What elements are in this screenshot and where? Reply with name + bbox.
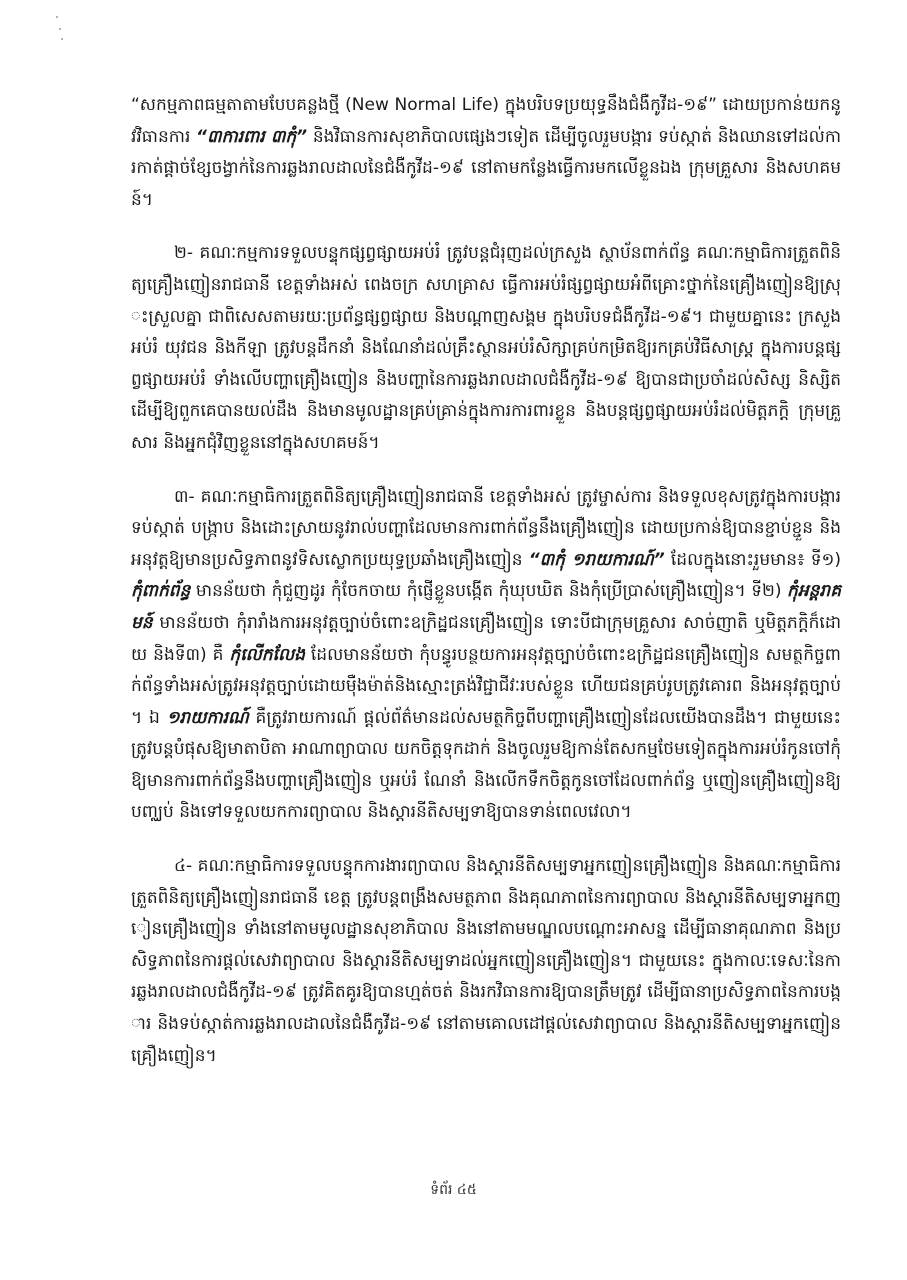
emphasis-text: ១រាយការណ៍ — [166, 707, 249, 728]
page-number: ទំព័រ ៤៥ — [430, 1182, 477, 1198]
paragraph-text: មានន័យថា កុំជួញដូរ កុំចែកចាយ កុំផ្ញើខ្លួនបង្កើត កុំឃុបឃិត និងកុំប្រើប្រាស់គ្រឿងញៀន។ ទី២) — [190, 581, 788, 602]
paragraph-text: “សកម្មភាពធម្មតាតាមបែបគន្លងថ្មី (New Normal Life) ក្នុងបរិបទប្រយុទ្ធនឹងជំងឺកូវីដ-១៩” ដោយប្រកាន់យកនូវវិធានការ — [131, 95, 841, 147]
paragraph — [131, 90, 841, 216]
paragraph-text: ២- គណៈកម្មការទទួលបន្ទុកផ្សព្វផ្សាយអប់រំ ត្រូវបន្តជំរុញដល់ក្រសួង ស្ថាប័នពាក់ព័ន្ធ គណៈកម្មាធិការត្រួតពិនិត្យគ្រឿងញៀនរាជធានី ខេត្តទាំងអស់ ពេងចក្រ សហគ្រាស ធ្វើការអប់រំផ្សព្វផ្សាយអំពីគ្រោះថ្នាក់នៃគ្រឿងញៀនឱ្យស្រុះស្រួលគ្នា ជាពិសេសតាមរយៈប្រព័ន្ធផ្សព្វផ្សាយ និងបណ្ដាញសង្គម ក្នុងបរិបទជំងឺកូវីដ-១៩។ ជាមួយគ្នានេះ ក្រសួងអប់រំ យុវជន និងកីឡា ត្រូវបន្តដឹកនាំ និងណែនាំដល់គ្រឹះស្ថានអប់រំសិក្សាគ្រប់កម្រិតឱ្យរកគ្រប់វិធីសាស្ត្រ ក្នុងការបន្តផ្សព្វផ្សាយអប់រំ ទាំងលើបញ្ហាគ្រឿងញៀន និងបញ្ហានៃការឆ្លងរាលដាលជំងឺកូវីដ-១៩ ឱ្យបានជាប្រចាំដល់សិស្ស និស្សិត ដើម្បីឱ្យពួកគេបានយល់ដឹង និងមានមូលដ្ឋានគ្រប់គ្រាន់ក្នុងការការពារខ្លួន និងបន្តផ្សព្វផ្សាយអប់រំដល់មិត្តភក្តិ ក្រុមគ្រួសារ និងអ្នកជុំវិញខ្លួននៅក្នុងសហគមន៍។ — [131, 243, 841, 453]
paragraph-text: គឺត្រូវរាយការណ៍ ផ្ដល់ព័ត៌មានដល់សមត្ថកិច្ចពីបញ្ហាគ្រឿងញៀនដែលយើងបានដឹង។ ជាមួយនេះ ត្រូវបន្តបំផុសឱ្យមាតាបិតា អាណាព្យាបាល យកចិត្តទុកដាក់ និងចូលរួមឱ្យកាន់តែសកម្មថែមទៀតក្នុងការអប់រំកូនចៅកុំឱ្យមានការពាក់ព័ន្ធនឹងបញ្ហាគ្រឿងញៀន ឬអប់រំ ណែនាំ និងលើកទឹកចិត្តកូនចៅដែលពាក់ព័ន្ធ ឬញៀនគ្រឿងញៀនឱ្យបញ្ឈប់ និងទៅទទួលយកការព្យាបាល និងស្ដារនីតិសម្បទាឱ្យបានទាន់ពេលវេលា។ — [131, 707, 842, 823]
paragraph — [131, 482, 841, 830]
paragraph-text: មានន័យថា កុំរារាំងការអនុវត្តច្បាប់ចំពោះឧក្រិដ្ឋជនគ្រឿងញៀន ទោះបីជាក្រុមគ្រួសារ សាច់ញាតិ ឬមិត្តភក្តិក៏ដោយ និងទី៣) គឺ — [131, 612, 841, 665]
emphasis-text: កុំអន្តរាគមន៍ — [131, 581, 841, 633]
paragraph — [131, 238, 841, 459]
emphasis-text: កុំលើកលែង — [229, 644, 305, 665]
document-body — [131, 90, 841, 1094]
scan-speck — [56, 16, 58, 18]
scan-specks — [52, 14, 64, 44]
paragraph-text: ៣- គណៈកម្មាធិការត្រួតពិនិត្យគ្រឿងញៀនរាជធានី ខេត្តទាំងអស់ ត្រូវម្ចាស់ការ និងទទួលខុសត្រូវក្នុងការបង្ការ ទប់ស្កាត់ បង្ក្រាប និងដោះស្រាយនូវរាល់បញ្ហាដែលមានការពាក់ព័ន្ធនឹងគ្រឿងញៀន ដោយប្រកាន់ឱ្យបានខ្ជាប់ខ្ជួន និងអនុវត្តឱ្យមានប្រសិទ្ធភាពនូវទិសស្លោកប្រយុទ្ធប្រឆាំងគ្រឿងញៀន — [131, 486, 841, 570]
scan-speck — [61, 38, 63, 40]
paragraph-text: ៤- គណៈកម្មាធិការទទួលបន្ទុកការងារព្យាបាល និងស្ដារនីតិសម្បទាអ្នកញៀនគ្រឿងញៀន និងគណៈកម្មាធិការត្រួតពិនិត្យគ្រឿងញៀនរាជធានី ខេត្ត ត្រូវបន្តពង្រឹងសមត្ថភាព និងគុណភាពនៃការព្យាបាល និងស្ដារនីតិសម្បទាអ្នកញៀនគ្រឿងញៀន ទាំងនៅតាមមូលដ្ឋានសុខាភិបាល និងនៅតាមមណ្ឌលបណ្ដោះអាសន្ន ដើម្បីធានាគុណភាព និងប្រសិទ្ធភាពនៃការផ្ដល់សេវាព្យាបាល និងស្ដារនីតិសម្បទាដល់អ្នកញៀនគ្រឿងញៀន។ ជាមួយនេះ ក្នុងកាលៈទេសៈនៃការឆ្លងរាលដាលជំងឺកូវីដ-១៩ ត្រូវគិតគូរឱ្យបានហ្មត់ចត់ និងរកវិធានការឱ្យបានត្រឹមត្រូវ ដើម្បីធានាប្រសិទ្ធភាពនៃការបង្ការ និងទប់ស្កាត់ការឆ្លងរាលដាលនៃជំងឺកូវីដ-១៩ នៅតាមគោលដៅផ្ដល់សេវាព្យាបាល និងស្ដារនីតិសម្បទាអ្នកញៀនគ្រឿងញៀន។ — [131, 856, 841, 1066]
paragraph — [131, 851, 841, 1072]
paragraph-text: ដែលក្នុងនោះរួមមាន៖ ទី១) — [664, 549, 841, 570]
emphasis-text: “៣ការពារ ៣កុំ” — [196, 126, 308, 147]
paragraph-text: ដែលមានន័យថា កុំបន្ធូរបន្ថយការអនុវត្តច្បាប់ចំពោះឧក្រិដ្ឋជនគ្រឿងញៀន សមត្ថកិច្ចពាក់ព័ន្ធទាំងអស់ត្រូវអនុវត្តច្បាប់ដោយម៉ឺងម៉ាត់និងស្មោះត្រង់វិជ្ជាជីវៈរបស់ខ្លួន ហើយជនគ្រប់រូបត្រូវគោរព និងអនុវត្តច្បាប់។ ឯ — [131, 644, 841, 728]
emphasis-text: “៣កុំ ១រាយការណ៍” — [528, 549, 665, 570]
paragraph-text: និងវិធានការសុខាភិបាលផ្សេងៗទៀត ដើម្បីចូលរួមបង្ការ ទប់ស្កាត់ និងឈានទៅដល់ការកាត់ផ្ដាច់ខ្សែចង្វាក់នៃការឆ្លងរាលដាលនៃជំងឺកូវីដ-១៩ នៅតាមកន្លែងធ្វើការមកលើខ្លួនឯង ក្រុមគ្រួសារ និងសហគមន៍។ — [131, 126, 842, 210]
emphasis-text: កុំពាក់ព័ន្ធ — [131, 581, 191, 602]
scan-speck — [59, 28, 61, 30]
